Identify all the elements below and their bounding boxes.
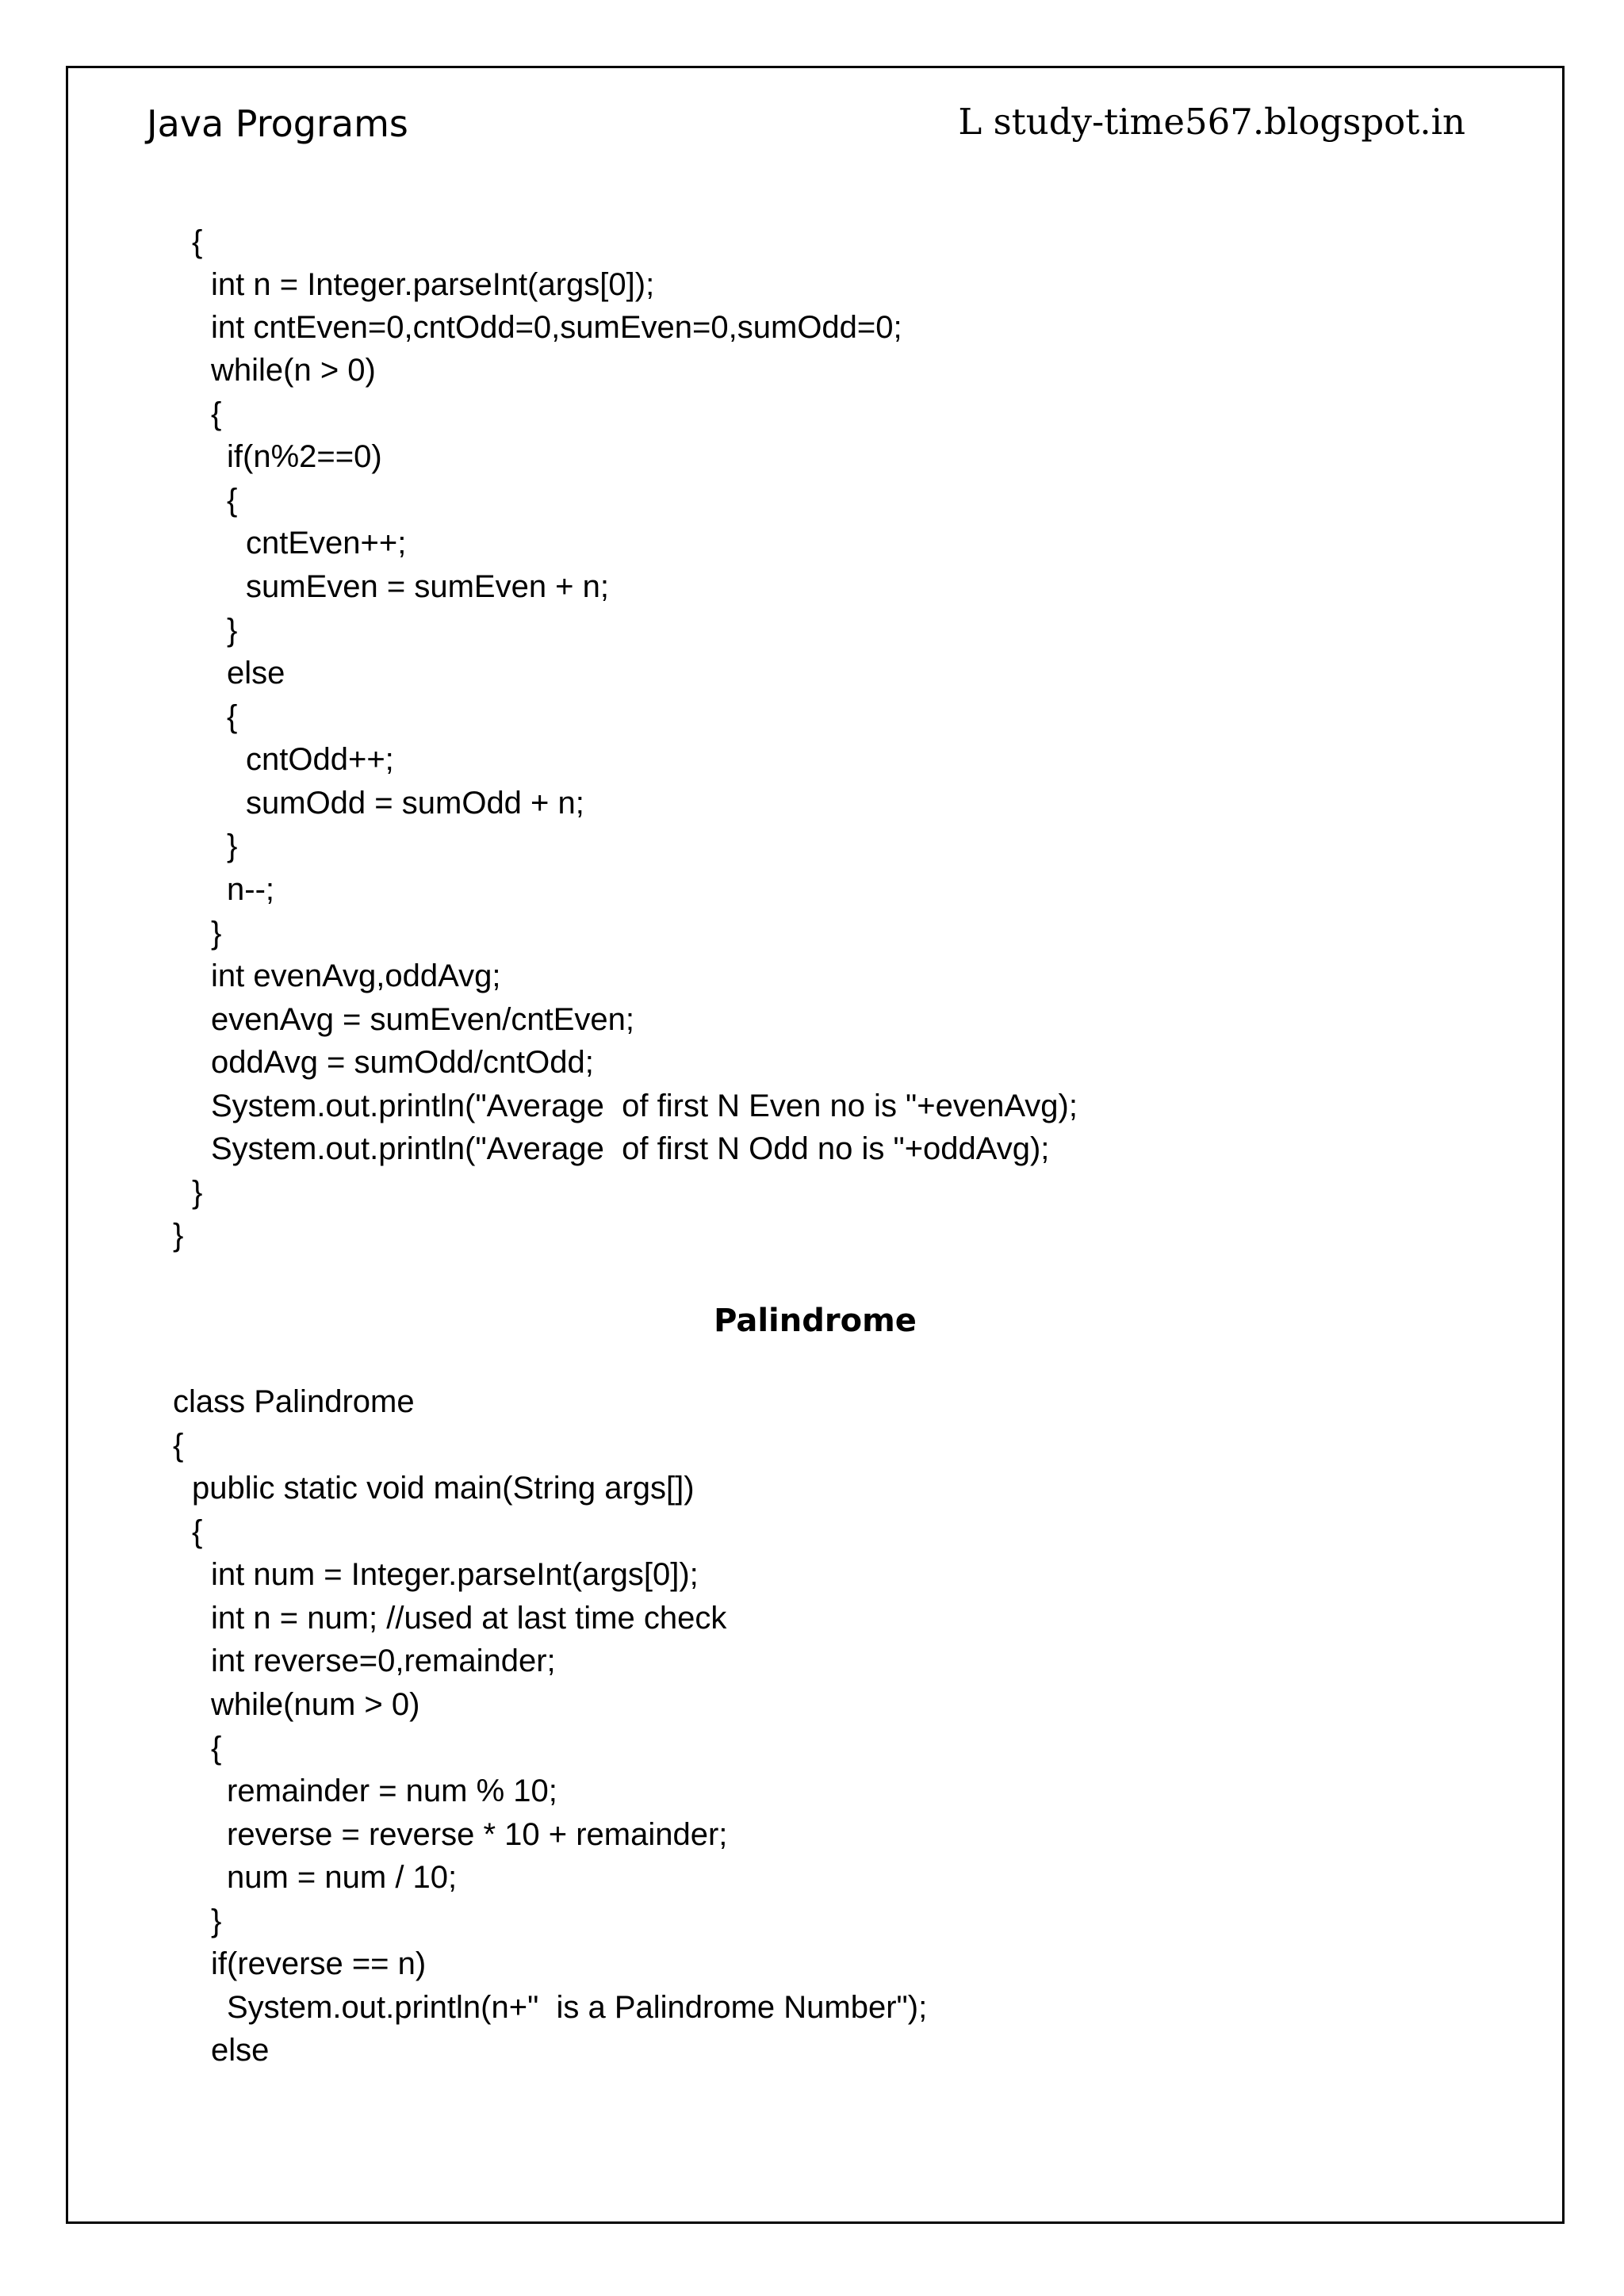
code-line: { [173,1428,184,1463]
code-line: int n = Integer.parseInt(args[0]); [211,267,655,302]
code-line: oddAvg = sumOdd/cntOdd; [211,1045,594,1080]
code-line: int reverse=0,remainder; [211,1644,556,1678]
code-line: { [192,224,203,259]
code-line: System.out.println(n+" is a Palindrome Number"); [227,1990,928,2025]
document-title: Java Programs [147,102,408,145]
code-line: sumEven = sumEven + n; [246,569,610,604]
code-line: class Palindrome [173,1384,415,1419]
code-line: while(num > 0) [211,1687,420,1722]
code-line: int cntEven=0,cntOdd=0,sumEven=0,sumOdd=0; [211,310,902,345]
code-line: { [192,1514,203,1549]
code-line: cntOdd++; [246,742,394,777]
code-line: while(n > 0) [211,353,376,388]
code-line: sumOdd = sumOdd + n; [246,786,584,821]
code-line: int n = num; //used at last time check [211,1601,727,1636]
code-line: { [211,1731,222,1766]
code-line: remainder = num % 10; [227,1774,557,1808]
code-line: } [211,1904,222,1938]
code-line: if(reverse == n) [211,1946,427,1981]
section-heading: Palindrome [714,1303,917,1339]
code-line: } [211,916,222,951]
code-line: { [227,483,238,518]
code-line: n--; [227,872,274,907]
code-line: } [173,1218,184,1253]
code-line: } [227,613,238,648]
code-line: cntEven++; [246,526,407,561]
code-line: System.out.println("Average of first N Odd no is "+oddAvg); [211,1131,1050,1166]
code-line: num = num / 10; [227,1860,458,1895]
code-line: else [211,2033,270,2068]
code-line: { [227,699,238,734]
code-line: System.out.println("Average of first N Even no is "+evenAvg); [211,1089,1078,1123]
code-line: int num = Integer.parseInt(args[0]); [211,1557,699,1592]
code-line: int evenAvg,oddAvg; [211,959,501,993]
code-line: } [227,828,238,863]
code-line: } [192,1175,203,1210]
code-line: { [211,396,222,431]
code-line: else [227,656,285,691]
code-line: public static void main(String args[]) [192,1471,695,1506]
code-line: reverse = reverse * 10 + remainder; [227,1817,728,1852]
code-line: if(n%2==0) [227,439,382,474]
blog-url: L study-time567.blogspot.in [958,101,1465,143]
code-line: evenAvg = sumEven/cntEven; [211,1002,635,1037]
